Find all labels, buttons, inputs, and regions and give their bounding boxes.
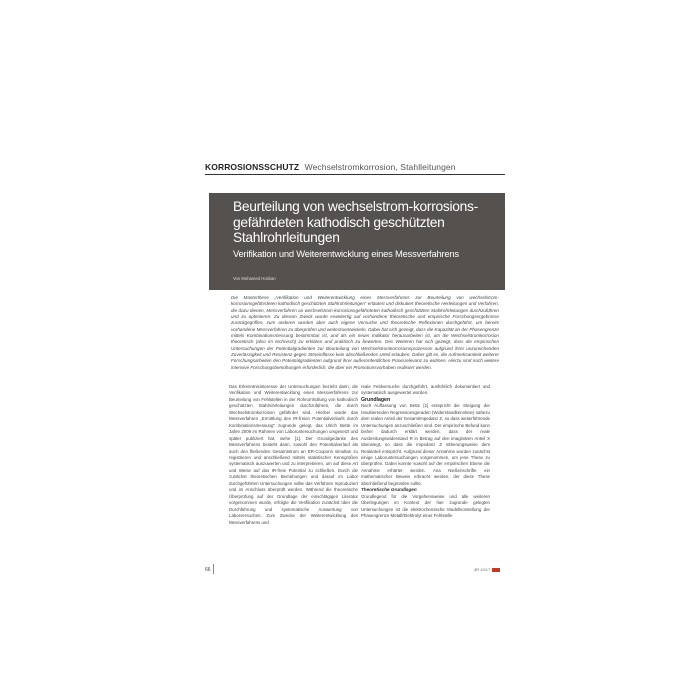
section-heading: Grundlagen bbox=[361, 396, 391, 403]
running-header bbox=[205, 162, 505, 175]
issue-text: 3R 10/17 bbox=[474, 567, 491, 572]
title-banner bbox=[209, 193, 505, 290]
article-author: Von Mohamed Hosban bbox=[233, 276, 276, 281]
body-column-left bbox=[229, 384, 358, 526]
article-subtitle: Verifikation und Weiterentwicklung eines Messverfahrens bbox=[233, 248, 459, 259]
body-column-right bbox=[361, 384, 490, 520]
body-paragraph: Das Erkenntnisinteresse der Untersuchungen bezieht darin, die Verifikation und Weiterentwicklung eines Messverfahrens zur Beurteilung von Fehlstellen in der Rohrumhüllung von kathodisch geschützten Stahlrohrleitungen durchzuführen, die durch Wechselstromkorrosion gefährdet sind. Hierbei wurde das Messverfahren „Ermittlung des IR-freien Potentialverlaufs durch Kombinationsmessung“ zugrunde gelegt, das Ulrich Bette im Jahre 2009 im Rahmen von Laboruntersuchungen umgesetzt und später publiziert hat, siehe [1]. Der Grundgedanke des Messverfahrens besteht darin, sowohl den Potentialverlauf als auch den fließenden Gesamtstrom an ER-Coupons simultan zu registrieren und anschließend mittels statistischer Kenngrößen systematisch auszuwerten und zu interpretieren, um auf diese Art und Weise auf das IR-freie Potential zu schließen. Durch die zunächst theoretischen Bemühungen und darauf im Labor durchgeführten Untersuchungen sollte das Verfahren reproduziert und im Anschluss überprüft werden. Während die theoretische Überprüfung auf der Grundlage der einschlägigen Literatur vorgenommen wurde, erfolgte die Verifikation zunächst über die Durchführung und systematische Auswertung von Laborversuchen. Zum Zwecke der Weiterentwicklung des Messverfahrens und bbox=[229, 384, 358, 525]
issue-label bbox=[474, 567, 500, 572]
body-paragraph: Nach Auffassung von Bette [1] entspricht die Steigung der resultierenden Regressionsgeraden (Widerstandkennlinie) nahezu dem realen Anteil der Gesamtimpedanz Z, so dass weiterführende Untersuchungen anzuschließen sind. Der empirische Befund kann bisher dadurch erklärt werden, dass der reale Ausbreitungswiderstand R in Betrag auf den imaginären Anteil X überwiegt, so dass die Impedanz Z näherungsweise dem Realanteil entspricht. Aufgrund dieser Annahme wurden zunächst einige Laboruntersuchungen vorgenommen, um jene These zu überprüfen. Dabei konnte sowohl auf der empirischen Ebene die Annahme erhärtet werden. Ana Nießenschrifte ein mathematischer Beweis erbracht werden, der diese These abschließend begründen sollte. bbox=[361, 403, 490, 486]
footer-divider bbox=[213, 564, 214, 574]
topic-label: Wechselstromkorrosion, Stahlleitungen bbox=[304, 162, 456, 172]
article-title: Beurteilung von wechselstrom-korrosions-gefährdeten kathodisch geschützten Stahlrohrleitungen bbox=[233, 199, 478, 245]
subsection-heading: Theoretische Grundlagen bbox=[361, 487, 417, 493]
page-number: 66 bbox=[205, 567, 211, 573]
section-label: KORROSIONSSCHUTZ bbox=[205, 162, 300, 172]
article-abstract: Die Masterthese „Verifikation und Weiterentwicklung eines Messverfahrens zur Beurteilung von wechselstrom-korrosionsgefährdeten kathodisch geschützten Stahlrohrleitungen“ erläutert und diskutiert theoretische Herleitungen und Verfahren, die dazu dienen, Messverfahren an wechselstrom-korrosionsgefährdeten kathodisch geschützten Stahlrohrleitungen durchzuführen und zu optimieren. Zu diesem Zweck wurde erweitertig auf vorhandene theoretische und empirische Forschungsergebnisse zurückgegriffen, zum anderen wurden aber auch eigene Versuche und theoretische Reflexionen durchgeführt, um bereits vorhandene Messverfahren zu überprüfen und weiterzuentwickeln. Dabei hat sich gezeigt, dass die Kapazität an der Phasengrenze mittels Kombinationsmessung bestimmbar ist, und als ein neuer Indikator herausarbeiten ist, um die Wechselstromkorrosion theoretisch (also im technisch) zu erklären und praktisch zu bewerten. Des Weiteren hat sich gezeigt, dass die empirischen Untersuchungen der Potentialgradienten zur Beurteilung von Wechselstromkorrosionsprozessen aufgrund ihrer unzureichenden Zuverlässigkeit und Resistenz gegen Störeinflüsse kein abschließendes Urteil erlauben. Daher gilt es, die Aufmerksamkeit weiterer Forschungsarbeiten den Potentialgradienten aufgrund ihrer außerordentlichen Praxisrelevanz zu widmen. Hierzu sind noch weitere intensive Forschungsbemühungen erforderlich, die über ein Promotionsvorhaben realisiert werden. bbox=[231, 295, 499, 370]
body-paragraph: Grundlegend für die Vorgehensweise und alle weiteren Überlegungen im Kontext der hier zugrunde gelegten Untersuchungen ist die elektrochemische Modellvorstellung der Phasengrenze Metall/Elektrolyt einer Fehlstelle bbox=[361, 493, 490, 519]
body-paragraph: reale Feldversuche durchgeführt, ausführlich dokumentiert und systematisch ausgewertet worden. bbox=[361, 384, 490, 396]
publisher-logo-icon bbox=[492, 568, 500, 572]
